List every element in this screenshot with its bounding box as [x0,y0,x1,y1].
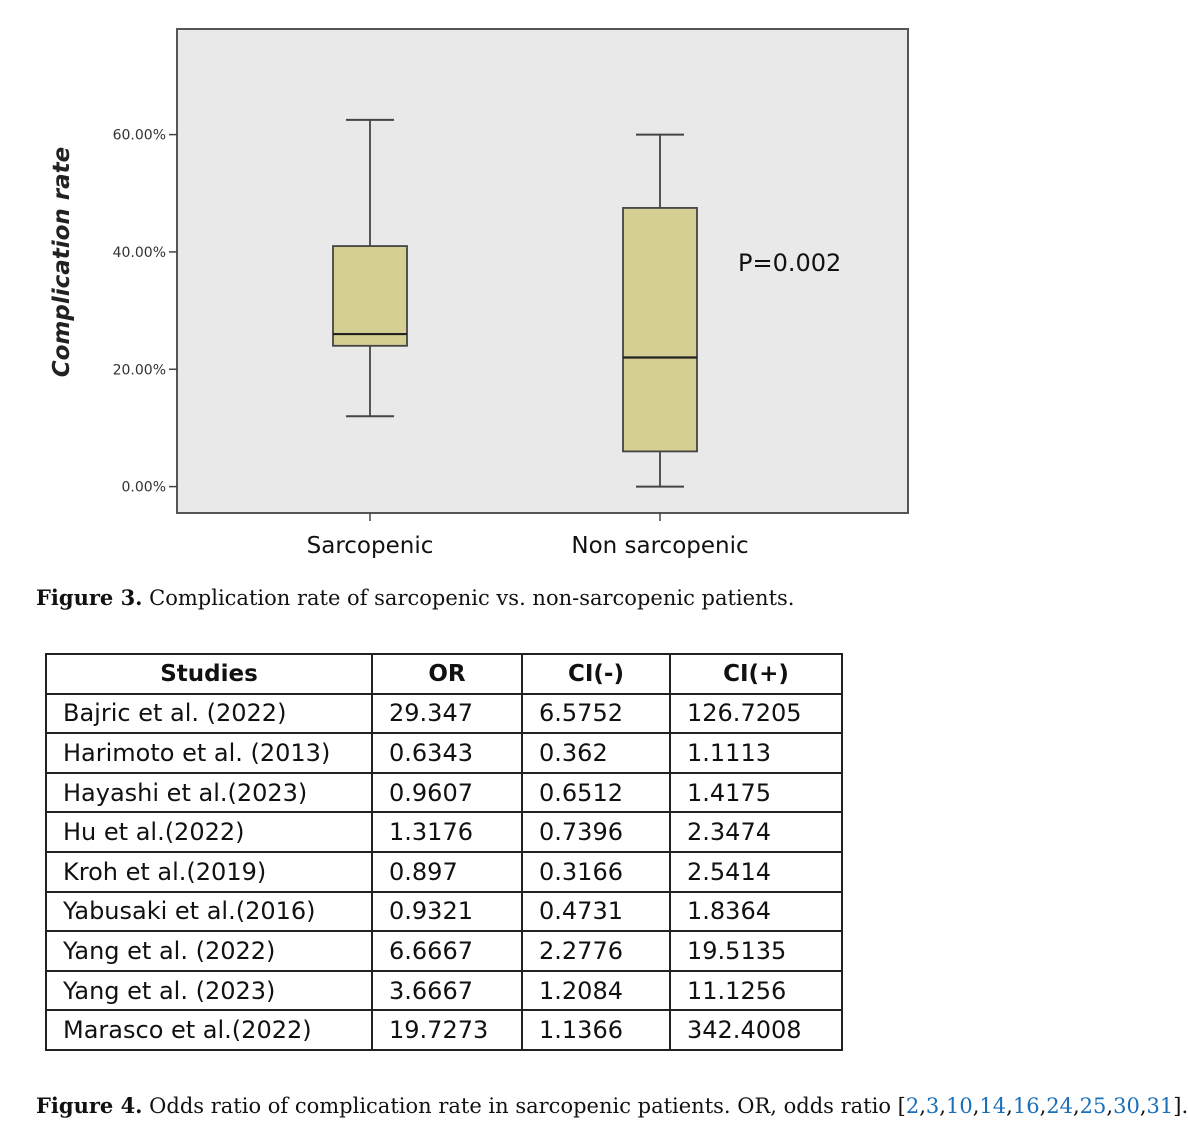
reference-link[interactable]: 30 [1113,1094,1140,1118]
ci-upper-cell: 19.5135 [670,931,842,971]
y-tick-label: 40.00% [112,244,166,261]
table-header-row [46,654,842,694]
study-cell: Harimoto et al. (2013) [46,733,372,773]
or-cell: 29.347 [372,694,522,734]
study-cell: Bajric et al. (2022) [46,694,372,734]
ci-lower-cell: 1.2084 [522,971,670,1011]
ci-lower-cell: 6.5752 [522,694,670,734]
header-ci-upper: CI(+) [670,654,842,694]
figure-3-label: Figure 3. [36,585,143,610]
ci-upper-cell: 11.1256 [670,971,842,1011]
ci-upper-cell: 2.3474 [670,812,842,852]
figure-3-text: Complication rate of sarcopenic vs. non-sarcopenic patients. [142,586,795,610]
y-tick-label: 20.00% [112,362,166,379]
reference-separator: , [939,1094,946,1118]
reference-list [906,1094,1173,1118]
table-row [46,773,842,813]
y-tick-label: 60.00% [112,127,166,144]
reference-link[interactable]: 14 [979,1094,1007,1118]
x-tick-label: Sarcopenic [306,533,434,559]
or-cell: 0.9607 [372,773,522,813]
reference-link[interactable]: 25 [1079,1094,1107,1118]
x-tick-label: Non sarcopenic [571,533,749,559]
study-cell: Yabusaki et al.(2016) [46,892,372,932]
figure-4-label: Figure 4. [36,1093,143,1118]
ci-upper-cell: 1.8364 [670,892,842,932]
study-cell: Yang et al. (2022) [46,931,372,971]
study-cell: Kroh et al.(2019) [46,852,372,892]
table-row [46,971,842,1011]
study-cell: Marasco et al.(2022) [46,1010,372,1050]
figure-3-caption [36,585,794,610]
or-cell: 6.6667 [372,931,522,971]
study-cell: Hayashi et al.(2023) [46,773,372,813]
study-cell: Yang et al. (2023) [46,971,372,1011]
reference-separator: , [1006,1094,1013,1118]
interquartile-box [623,208,697,451]
y-axis [113,128,177,496]
boxplot-figure [0,0,1080,570]
p-value-annotation: P=0.002 [738,249,842,277]
ci-lower-cell: 0.6512 [522,773,670,813]
figure-4-close: ]. [1173,1094,1188,1118]
ci-upper-cell: 2.5414 [670,852,842,892]
ci-lower-cell: 0.7396 [522,812,670,852]
or-cell: 0.6343 [372,733,522,773]
header-ci-lower: CI(-) [522,654,670,694]
table-row [46,733,842,773]
table-row [46,852,842,892]
table-row [46,812,842,852]
reference-separator: , [919,1094,926,1118]
ci-upper-cell: 1.1113 [670,733,842,773]
reference-separator: , [1039,1094,1047,1118]
reference-separator: , [1072,1094,1080,1118]
study-cell: Hu et al.(2022) [46,812,372,852]
table-body [46,694,842,1050]
interquartile-box [333,246,407,346]
or-cell: 3.6667 [372,971,522,1011]
reference-link[interactable]: 31 [1146,1094,1174,1118]
ci-lower-cell: 1.1366 [522,1010,670,1050]
reference-separator: , [1139,1094,1147,1118]
reference-separator: , [972,1094,980,1118]
or-cell: 0.897 [372,852,522,892]
reference-link[interactable]: 10 [945,1094,973,1118]
ci-lower-cell: 2.2776 [522,931,670,971]
or-cell: 0.9321 [372,892,522,932]
ci-lower-cell: 0.4731 [522,892,670,932]
reference-link[interactable]: 3 [925,1094,940,1118]
ci-upper-cell: 126.7205 [670,694,842,734]
reference-link[interactable]: 2 [905,1094,920,1118]
ci-lower-cell: 0.362 [522,733,670,773]
ci-upper-cell: 1.4175 [670,773,842,813]
table-row [46,694,842,734]
table-row [46,1010,842,1050]
or-cell: 19.7273 [372,1010,522,1050]
ci-lower-cell: 0.3166 [522,852,670,892]
reference-link[interactable]: 24 [1046,1094,1073,1118]
header-or: OR [372,654,522,694]
table-row [46,892,842,932]
table-row [46,931,842,971]
or-cell: 1.3176 [372,812,522,852]
x-axis [307,513,749,559]
reference-link[interactable]: 16 [1012,1094,1040,1118]
y-tick-label: 0.00% [121,479,166,496]
y-axis-label: Complication rate [49,146,75,378]
figure-4-caption [36,1093,1188,1118]
ci-upper-cell: 342.4008 [670,1010,842,1050]
reference-separator: , [1106,1094,1114,1118]
odds-ratio-table [45,653,843,1051]
figure-4-text: Odds ratio of complication rate in sarcopenic patients. OR, odds ratio [ [142,1094,906,1118]
header-studies: Studies [46,654,372,694]
